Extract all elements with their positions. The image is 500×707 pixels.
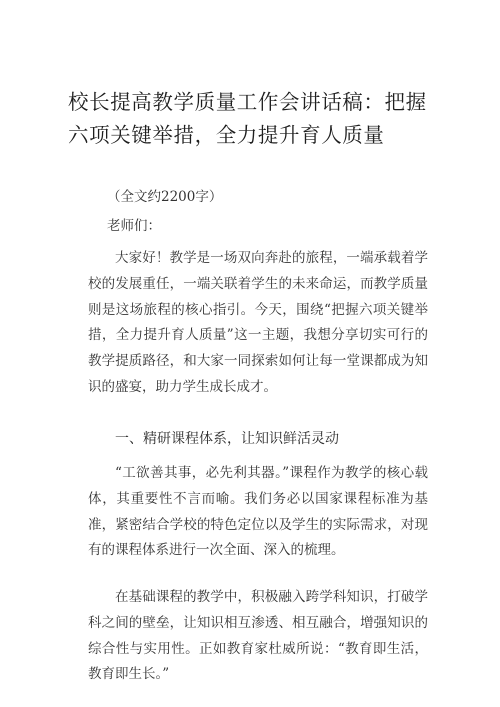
section-1-paragraph-2: 在基础课程的教学中，积极融入跨学科知识，打破学科之间的壁垒，让知识相互渗透、相互融合，增强知识的综合性与实用性。正如教育家杜威所说：“教育即生活，教育即生长。”	[88, 589, 428, 683]
greeting-line: 老师们：	[107, 218, 161, 234]
section-heading-1: 一、精研课程体系，让知识鲜活灵动	[115, 431, 339, 447]
document-title: 校长提高教学质量工作会讲话稿：把握六项关键举措，全力提升育人质量	[68, 90, 427, 147]
opening-paragraph: 大家好！教学是一场双向奔赴的旅程，一端承载着学校的发展重任，一端关联着学生的未来命运，而教学质量则是这场旅程的核心指引。今天，围绕“把握六项关键举措，全力提升育人质量”这一主题，我想分享切实可行的教学提质路径，和大家一同探索如何让每一堂课都成为知识的盛宴，助力学生成长成才。	[88, 250, 428, 395]
section-1-paragraph-1: “工欲善其事，必先利其器。”课程作为教学的核心载体，其重要性不言而喻。我们务必以国家课程标准为基准，紧密结合学校的特色定位以及学生的实际需求，对现有的课程体系进行一次全面、深入的梳理。	[88, 465, 428, 559]
word-count-note: （全文约2200字）	[107, 189, 223, 205]
